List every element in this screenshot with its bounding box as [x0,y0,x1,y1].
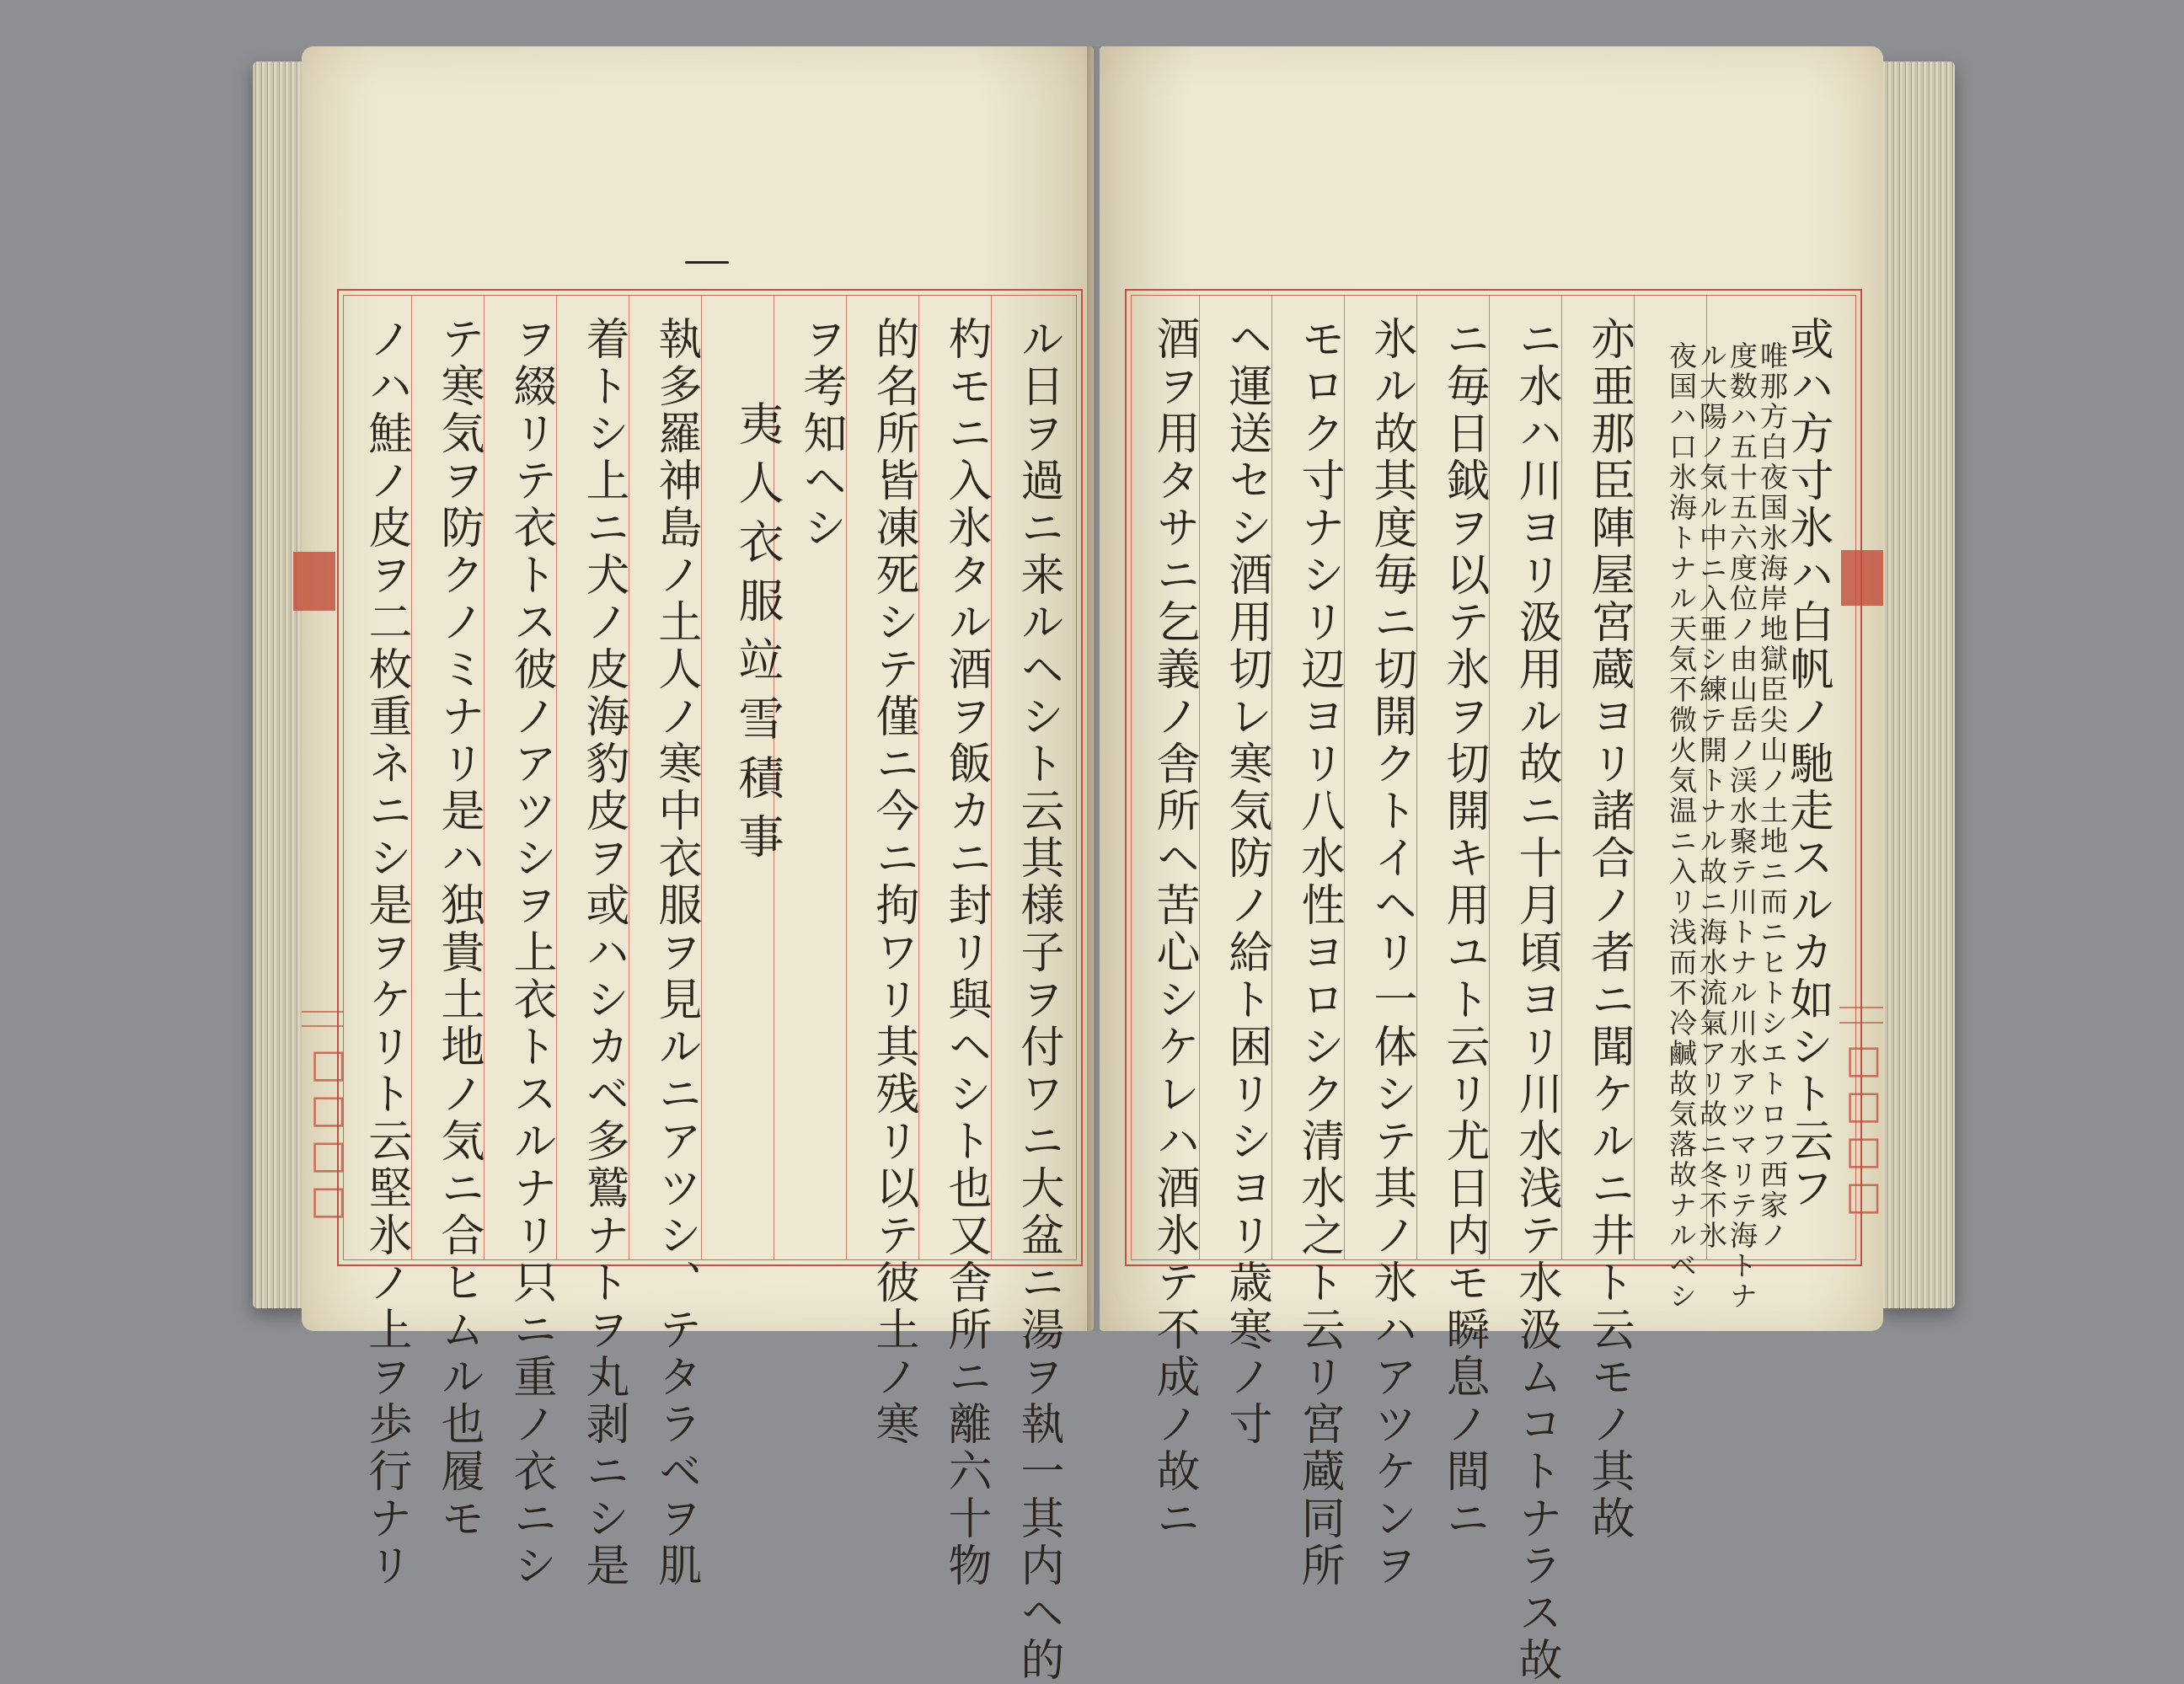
text-column: 氷ル故其度毎ニ切開クトイヘリ一体シテ其ノ氷ハアツケンヲ [1366,316,1416,1590]
text-column: ヲ考知ヘシ [795,316,846,552]
edge-seal-mark [1841,550,1883,606]
library-seal: □□□□ [1841,1036,1887,1218]
note-column: 夜国ハ口氷海トナル天気不微火気温ニ入リ浅而不冷鹹故気落故ナルベシ [1665,341,1698,1312]
right-page-edges [1879,61,1955,1308]
text-column: 酒ヲ用タサニ乞義ノ舎所ヘ苦心シケレハ酒氷テ不成ノ故ニ [1148,316,1199,1542]
text-column: ル日ヲ過ニ来ルヘシト云其様子ヲ付ワニ大盆ニ湯ヲ執一其内ヘ的 [1013,316,1063,1684]
left-page-frame [337,289,1083,1684]
text-column: モロク寸ナシリ辺ヨリ八水性ヨロシク清水之ト云リ宮蔵同所 [1293,316,1344,1590]
text-column: 執多羅神島ノ土人ノ寒中衣服ヲ見ルニアツシ、テタラベヲ肌 [650,316,701,1590]
text-column: 或ハ方寸氷ハ白帆ノ馳走スルカ如シト云フ [1782,316,1833,1212]
text-column: 的名所皆凍死シテ僅ニ今ニ拘ワリ其残リ以テ彼土ノ寒 [868,316,918,1448]
text-column: ヘ運送セシ酒用切レ寒気防ノ給ト困リシヨリ歳寒ノ寸 [1221,316,1271,1448]
library-seal: □□□□ [306,1040,351,1222]
note-column: ル大陽ノ気ル中ニ入亜シ練テ開トナル故ニ海水流氣アリ故ニ冬不氷 [1695,341,1728,1251]
item-mark [685,261,729,264]
open-book [253,46,1955,1684]
note-column: 度数ハ五十五六度位ノ由山岳ノ渓水聚テ川トナル川水アツマリテ海トナ [1726,341,1758,1312]
text-column: 着トシ上ニ犬ノ皮海豹皮ヲ或ハシカベ多鷲ナトヲ丸剥ニシ是 [578,316,629,1590]
right-page-frame [1125,289,1862,1684]
text-column: 杓モニ入氷タル酒ヲ飯カニ封リ與ヘシト也又舎所ニ離六十物 [940,316,991,1590]
text-column: ニ毎日鉞ヲ以テ氷ヲ切開キ用ユト云リ尤日内モ瞬息ノ間ニ [1438,316,1489,1542]
text-column: ニ水ハ川ヨリ汲用ル故ニ十月頃ヨリ川水浅テ水汲ムコトナラス故 [1511,316,1561,1684]
edge-seal-mark [293,552,335,611]
text-column: 亦亜那臣陣屋宮蔵ヨリ諸合ノ者ニ聞ケルニ井ト云モノ其故 [1583,316,1634,1542]
text-column: ヲ綴リテ衣トス彼ノアツシヲ上衣トスルナリ只ニ重ノ衣ニシ [506,316,556,1590]
text-column: テ寒気ヲ防クノミナリ是ハ独貴土地ノ気ニ合ヒムル也履モ [433,316,484,1542]
left-page [302,46,1094,1684]
text-column: ノハ鮭ノ皮ヲ二枚重ネニシ是ヲケリト云堅氷ノ上ヲ歩行ナリ [361,316,411,1590]
right-page [1100,46,1887,1684]
note-column: 唯那方白夜国氷海岸地獄臣尖山ノ土地ニ而ニヒトシエトロフ西家ノ [1756,341,1789,1251]
section-heading: 夷人衣服竝雪積事 [731,400,784,872]
